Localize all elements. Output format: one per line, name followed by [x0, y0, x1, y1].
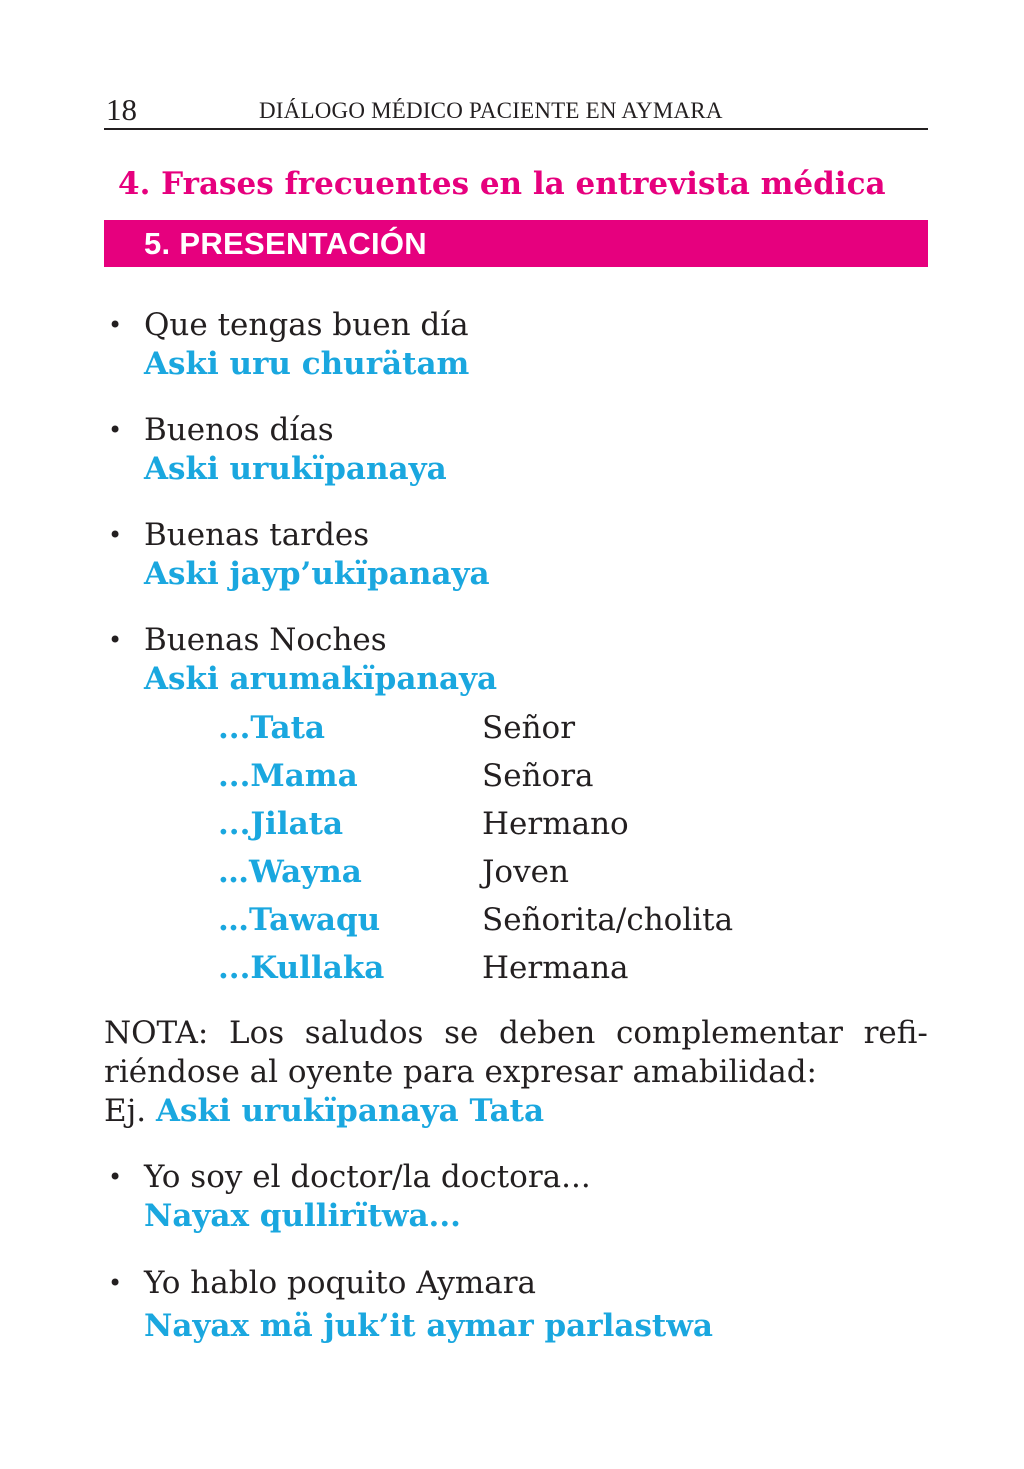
- note-word: saludos: [304, 1015, 424, 1051]
- spanish-phrase: Buenos días: [144, 412, 334, 448]
- address-term-row: [218, 898, 818, 946]
- aymara-phrase: Aski jayp’ukïpanaya: [144, 556, 490, 592]
- bullet-icon: •: [108, 416, 123, 444]
- aymara-term: …Wayna: [218, 854, 362, 890]
- aymara-phrase: Aski uru churätam: [144, 346, 470, 382]
- bullet-icon: •: [108, 1269, 123, 1297]
- section-band: [104, 220, 928, 267]
- aymara-term: ...Jilata: [218, 806, 344, 842]
- note-word: refi-: [863, 1015, 928, 1051]
- spanish-phrase: Buenas tardes: [144, 517, 370, 553]
- aymara-phrase: Aski arumakïpanaya: [144, 661, 498, 697]
- address-term-row: [218, 706, 818, 754]
- note-example: Aski urukïpanaya Tata: [155, 1093, 545, 1129]
- spanish-term: Joven: [482, 854, 569, 890]
- aymara-term: ...Tata: [218, 710, 325, 746]
- spanish-term: Hermano: [482, 806, 629, 842]
- note-line: riéndose al oyente para expresar amabilidad:: [104, 1054, 817, 1090]
- page-number: 18: [106, 92, 137, 127]
- aymara-phrase: Nayax qullirïtwa...: [144, 1198, 461, 1234]
- aymara-term: …Tawaqu: [218, 902, 381, 938]
- spanish-term: Señor: [482, 710, 576, 746]
- address-terms-list: [218, 706, 818, 994]
- page-header: [104, 92, 928, 130]
- aymara-term: ...Mama: [218, 758, 358, 794]
- spanish-phrase: Yo hablo poquito Aymara: [144, 1265, 537, 1301]
- address-term-row: [218, 802, 818, 850]
- note-line: [104, 1014, 928, 1053]
- section-heading: 4. Frases frecuentes en la entrevista médica: [118, 166, 886, 202]
- spanish-term: Señora: [482, 758, 594, 794]
- note-paragraph: [104, 1014, 928, 1131]
- bullet-icon: •: [108, 521, 123, 549]
- aymara-phrase: Nayax mä juk’it aymar parlastwa: [144, 1308, 714, 1344]
- note-word: deben: [498, 1015, 596, 1051]
- spanish-term: Hermana: [482, 950, 629, 986]
- aymara-term: ...Kullaka: [218, 950, 385, 986]
- spanish-phrase: Que tengas buen día: [144, 307, 469, 343]
- note-example-prefix: Ej.: [104, 1093, 147, 1129]
- section-band-title: 5. PRESENTACIÓN: [144, 226, 427, 261]
- address-term-row: [218, 946, 818, 994]
- note-word: Los: [228, 1015, 285, 1051]
- bullet-icon: •: [108, 626, 123, 654]
- note-word: se: [444, 1015, 479, 1051]
- bullet-icon: •: [108, 311, 123, 339]
- spanish-term: Señorita/cholita: [482, 902, 734, 938]
- note-label: NOTA:: [104, 1015, 209, 1051]
- aymara-phrase: Aski urukïpanaya: [144, 451, 447, 487]
- spanish-phrase: Buenas Noches: [144, 622, 387, 658]
- address-term-row: [218, 850, 818, 898]
- bullet-icon: •: [108, 1163, 123, 1191]
- note-example-line: [104, 1092, 928, 1131]
- spanish-phrase: Yo soy el doctor/la doctora...: [144, 1159, 591, 1195]
- note-word: complementar: [615, 1015, 843, 1051]
- address-term-row: [218, 754, 818, 802]
- running-title: DIÁLOGO MÉDICO PACIENTE EN AYMARA: [259, 98, 723, 123]
